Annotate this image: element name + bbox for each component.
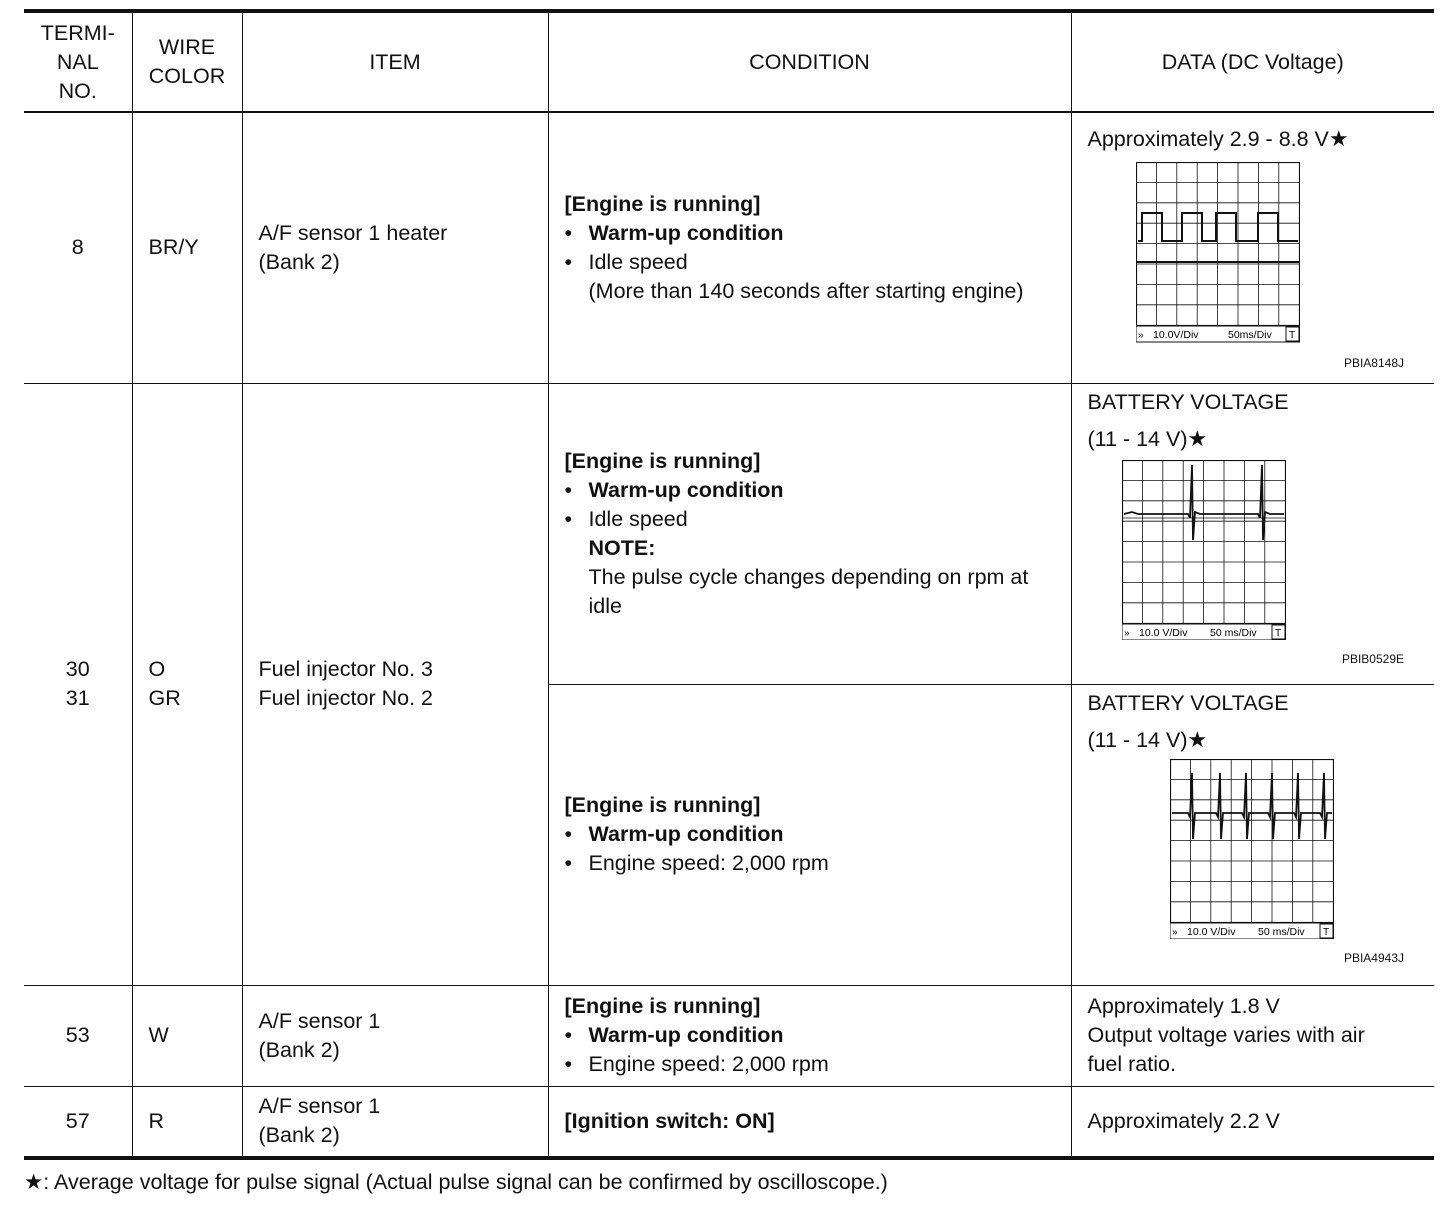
condition-cell [548,1086,1071,1158]
item-line: Fuel injector No. 3 [258,657,433,681]
condition-bullet: • Warm-up condition [565,219,1065,248]
condition-heading: [Engine is running] [564,448,761,473]
header-terminal: TERMI- NAL NO. [24,11,132,112]
wire-line: O [148,657,166,681]
figure-code: PBIB0529E [1341,651,1404,666]
oscilloscope-waveform-square [1136,162,1435,344]
condition-cell [548,985,1071,1086]
figure-code: PBIA4943J [1343,950,1404,965]
terminal-line: 31 [65,686,90,710]
condition-heading: [Engine is running] [564,994,761,1018]
header-wire-color: WIRE COLOR [132,11,242,112]
condition-bullet: • Engine speed: 2,000 rpm [565,849,1065,878]
scope-icon: » [1137,330,1144,341]
wire-color: BR/Y [132,112,242,383]
item-line: A/F sensor 1 [258,1008,381,1033]
data-value: (11 - 14 V) [1087,426,1188,451]
data-cell [1071,1086,1434,1158]
header-condition: CONDITION [548,11,1071,112]
data-value: fuel ratio. [1087,1052,1176,1076]
item-line: (Bank 2) [258,249,340,274]
data-value: Approximately 2.2 V [1087,1108,1280,1133]
table-row [24,112,1434,383]
data-value: Output voltage varies with air [1087,1023,1365,1047]
condition-bullet: • Idle speed [565,248,1065,277]
note-text: The pulse cycle changes depending on rpm at idle [588,564,1029,618]
scope-icon: » [1123,627,1130,639]
item-cell [242,1086,548,1158]
data-cell [1071,112,1434,383]
condition-note: (More than 140 seconds after starting engine) [588,278,1024,303]
table-row [24,383,1434,684]
data-cell [1071,383,1434,684]
terminal-no: 53 [24,985,132,1086]
table-row [24,1086,1434,1158]
header-item: ITEM [242,11,548,112]
item-cell [242,112,548,383]
wire-color [132,383,242,985]
data-cell [1071,985,1434,1086]
item-cell [242,383,548,985]
table-row [24,985,1434,1086]
item-cell [242,985,548,1086]
condition-bullet: • Engine speed: 2,000 rpm [565,1050,1065,1079]
wire-color: R [132,1086,242,1158]
header-row [24,11,1434,112]
wire-color: W [132,985,242,1086]
data-value: BATTERY VOLTAGE [1087,389,1289,414]
svg-text:T: T [1274,627,1281,639]
terminal-no: 57 [24,1086,132,1158]
note-label: NOTE: [588,535,656,560]
scope-scale-label: 10.0V/Div [1152,329,1199,341]
oscilloscope-waveform-spike [1122,460,1435,640]
item-line: A/F sensor 1 [258,1094,381,1119]
condition-bullet: • Warm-up condition [565,476,1065,505]
data-value: Approximately 2.9 - 8.8 V [1087,127,1329,151]
star-icon: ★ [1187,425,1208,451]
condition-bullet: • Warm-up condition [565,820,1065,849]
svg-text:T: T [1288,330,1295,341]
terminal-line: 30 [65,657,90,681]
scope-time-label: 50 ms/Div [1257,925,1305,938]
condition-bullet: • Warm-up condition [565,1021,1065,1050]
condition-cell [548,383,1071,684]
scope-time-label: 50ms/Div [1227,329,1272,341]
item-line: Fuel injector No. 2 [258,686,433,710]
svg-text:T: T [1322,926,1329,938]
figure-code: PBIA8148J [1343,356,1404,370]
data-value: (11 - 14 V) [1087,727,1188,752]
item-line: (Bank 2) [258,1123,340,1148]
oscilloscope-waveform-spike [1170,759,1435,939]
data-value: BATTERY VOLTAGE [1087,690,1289,715]
header-data: DATA (DC Voltage) [1071,11,1434,112]
condition-cell [548,112,1071,383]
condition-bullet: • Idle speed [565,505,1065,534]
condition-heading: [Ignition switch: ON] [564,1108,775,1133]
scope-scale-label: 10.0 V/Div [1138,626,1187,639]
scope-icon: » [1171,926,1178,938]
scope-time-label: 50 ms/Div [1209,626,1257,639]
terminal-data-table [24,9,1434,1160]
wire-line: GR [148,686,181,710]
star-icon: ★ [1187,726,1208,752]
item-line: A/F sensor 1 heater [258,220,448,245]
data-cell [1071,684,1434,985]
scope-scale-label: 10.0 V/Div [1186,925,1235,938]
data-value: Approximately 1.8 V [1087,994,1280,1018]
footnote: ★: Average voltage for pulse signal (Actual pulse signal can be confirmed by oscilloscope.) [24,1170,888,1194]
item-line: (Bank 2) [258,1037,340,1062]
star-icon: ★ [1328,126,1349,151]
condition-heading: [Engine is running] [564,191,761,216]
terminal-no: 8 [24,112,132,383]
condition-cell [548,684,1071,985]
condition-heading: [Engine is running] [564,793,761,817]
terminal-no [24,383,132,985]
